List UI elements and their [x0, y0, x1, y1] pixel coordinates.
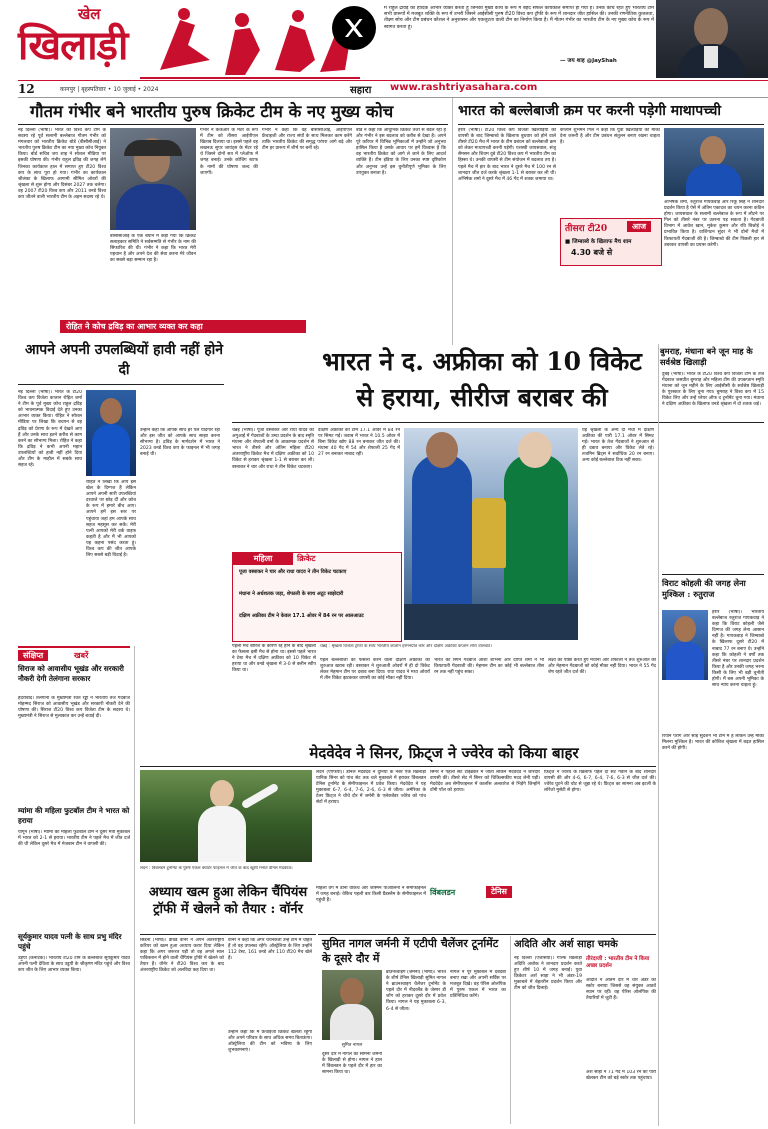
rohit-body-col3: उन्होंने कहा कि आपके साथ हर पल यादगार रहा और इस जीत को आपके साथ साझा करना सौभाग्य है। द्रविड़ के मार्गदर्शन में भारत ने 2023 वनडे विश्व कप के फाइनल में भी जगह बनाई थी।	[140, 428, 220, 458]
t20-box-line1: ■ जिम्बाब्वे के खिलाफ मैच शाम	[565, 239, 632, 245]
aditi-sub: तीरंदाजी : भारतीय टीम ने किया अच्छा प्रदर्शन	[586, 956, 650, 969]
main-lower-col3: लक्ष्य का पीछा करते हुए मंधाना और शेफाली ने तेज शुरुआत की और मेहमान गेंदबाजों को कोई मौका नहीं दिया। भारत ने 55 गेंद शेष रहते जीत दर्ज की।	[548, 658, 656, 676]
sports-silhouettes-banner	[140, 0, 360, 80]
briefs-title-right: खबरें	[74, 651, 89, 660]
quote-text: मैं राहुल द्रविड़ का हार्दिक आभार व्यक्त करता हूं जिनका मुख्य कोच के रूप में बेहद सफल कार्यकाल समाप्त हो गया है। उनके कोच रहते हुए भारतीय टीम सभी प्रारूपों में मजबूत शक्ति के रूप में उभरी जिसने आईसीसी पुरुष टी20 विश्व कप ट्रॉफी के रूप में शानदार जीत हासिल की। उनकी रणनीतिक कुशलता, तीक्ष्ण सोच और टीम प्रबंधन कौशल ने अनुशासन और एकजुटता वाली टीम का निर्माण किया है। मैं गौतम गंभीर का भारतीय टीम के नए मुख्य कोच के रूप में स्वागत करता हूं।	[384, 6, 654, 30]
right-col-bottom: रियान पराग और साई सुदर्शन भी टीम में हैं लेकिन उन्हें मौका मिलना मुश्किल है। भारत की कोशिश श्रृंखला में बढ़त हासिल करने की होगी।	[662, 734, 764, 752]
rohit-body-col1: नई दिल्ली (भाषा)। भारत के टी20 विश्व कप विजेता कप्तान रोहित शर्मा ने टीम के पूर्व मुख्य कोच राहुल द्रविड़ को भावनात्मक विदाई देते हुए उनका आभार व्यक्त किया। रोहित ने सोशल मीडिया पर लिखा कि बचपन से वह द्रविड़ को प्रेरणा के रूप में देखते आए हैं और उनके साथ इतने करीब से काम करने का सौभाग्य मिला। रोहित ने कहा कि द्रविड़ ने कभी अपनी महान उपलब्धियों को हावी नहीं होने दिया और टीम के माहौल में सबके साथ सहज रहे।	[18, 390, 82, 469]
aditi-headline: अदिति और अर्श साहा चमके	[514, 939, 618, 950]
trophy-photo	[404, 428, 578, 640]
gambhir-col4: बोर्ड ने कहा कि आधुनिक क्रिकेट तेजी से बदल रहा है और गंभीर ने इस बदलाव को करीब से देखा है। अपने पूरे करियर में विभिन्न भूमिकाओं में उन्होंने जो अनुभव हासिल किया है उसके आधार पर हमें विश्वास है कि वह भारतीय क्रिकेट को आगे ले जाने के लिए आदर्श व्यक्ति हैं। टीम इंडिया के लिए उनका स्पष्ट दृष्टिकोण और अनुभव उन्हें इस चुनौतीपूर्ण भूमिका के लिए उपयुक्त बनाता है।	[356, 128, 446, 176]
women-box-item-2: मंधाना ने अर्धशतक जड़ा, शेफाली के साथ अटूट साझेदारी	[239, 591, 344, 597]
rutu-photo	[662, 610, 708, 680]
wimbledon-box	[430, 886, 540, 900]
sumit-photo	[322, 970, 382, 1040]
t20-box-title: तीसरा टी20	[565, 224, 608, 234]
brief3-head: सूर्यकुमार यादव पत्नी के साथ प्रभु मंदिर पहुंचे	[18, 932, 122, 951]
sumit-photo-label: सुमित नागल	[341, 1043, 363, 1048]
shubman-photo	[664, 128, 764, 196]
women-box-title-right: क्रिकेट	[297, 554, 316, 563]
warner-col3: उन्होंने कहा कि मैं फ्रेंचाइजी क्रिकेट खेलता रहूंगा और अपने परिवार के साथ अधिक समय बिताऊंगा। ऑस्ट्रेलिया की टीम को भविष्य के लिए शुभकामनाएं।	[228, 1030, 312, 1054]
section-small-label: खेल	[78, 5, 101, 23]
main-col2: दक्षिण अफ्रीका की टीम 17.1 ओवर में 84 रन पर सिमट गई। जवाब में भारत ने 10.5 ओवर में बिना विकेट खोए 88 रन बनाकर जीत दर्ज की। मंधाना 40 गेंद में 54 और शेफाली 25 गेंद में 27 रन बनाकर नाबाद रहीं।	[318, 428, 400, 458]
bumrah-headline: बुमराह, मंधाना बने जून माह के सर्वश्रेष्ठ खिलाड़ी	[660, 346, 753, 367]
women-box-title-left: महिला	[233, 553, 293, 565]
rohit-photo	[86, 390, 136, 476]
gambhir-col2-top: बीसीसीआई के एक बयान में कहा गया कि क्रिकेट सलाहकार समिति ने सर्वसम्मति से गंभीर के नाम की सिफारिश की थी। गंभीर ने कहा कि भारत मेरी पहचान है और अपने देश की सेवा करना मेरे जीवन का सबसे बड़ा सम्मान रहा है।	[110, 234, 196, 264]
batting-col2: कप्तान शुभमन गिल ने कहा कि युवा खिलाड़ियों को मौका देना जरूरी है और टीम प्रबंधन संतुलन बनाए रखना चाहता है।	[560, 128, 660, 146]
section-big-label: खिलाड़ी	[18, 22, 128, 69]
website-link[interactable]: www.rashtriyasahara.com	[390, 82, 538, 93]
brief1-body: हैदराबाद। तेलंगाना के मुख्यमंत्री रेवंत रेड्डी ने भारतीय तेज गेंदबाज मोहम्मद सिराज को आवासीय भूखंड और सरकारी नौकरी देने की घोषणा की। सिराज टी20 विश्व कप विजेता टीम के सदस्य थे। मुख्यमंत्री ने सिराज से मुलाकात कर उन्हें बधाई दी।	[18, 696, 130, 720]
batting-headline: भारत को बल्लेबाजी क्रम पर करनी पड़ेगी माथापच्ची	[458, 103, 722, 119]
gambhir-col3: गंभीर ने केकेआर के मेंटर के रूप में टीम को तीसरा आईपीएल खिताब दिलाया था। इससे पहले वह लखनऊ सुपर जायंट्स के मेंटर रहे थे जिसने दोनों सत्र में प्लेऑफ में जगह बनाई। उनके कोचिंग स्टाफ के नामों की घोषणा जल्द की जाएगी।	[200, 128, 258, 176]
dateline: कानपुर | बृहस्पतिवार • 10 जुलाई • 2024	[60, 86, 159, 93]
warner-col1: सिडनी (भाषा)। डेविड वॉर्नर ने अपने अंतरराष्ट्रीय करियर को खत्म हुआ अध्याय करार दिया लेकिन कहा कि अगर जरूरत पड़ी तो वह अगले साल पाकिस्तान में होने वाली चैंपियंस ट्रॉफी में खेलने को तैयार हैं। वॉर्नर ने टी20 विश्व कप के बाद अंतरराष्ट्रीय क्रिकेट को अलविदा कह दिया था।	[140, 938, 224, 974]
rohit-headline	[24, 340, 224, 380]
aditi-col3: अर्श साहा ने 71 गेंद में 103 रन की पारी खेलकर टीम को बड़े स्कोर तक पहुंचाया।	[586, 1070, 656, 1082]
rohit-body-col2: रोहित ने लिखा कि आप इस खेल के दिग्गज हैं लेकिन आपने अपनी सारी उपलब्धियां दरवाजे पर छोड़ दीं और कोच के रूप में हमारे बीच आए। आपने हमें इस स्तर पर पहुंचाया जहां हम आपके साथ सहज महसूस कर सकें। मेरी पत्नी आपको मेरी वर्क वाइफ कहती है और मैं भी आपको यह कहना पसंद करता हूं। विश्व कप की जीत आपके लिए सबसे बड़ी विदाई है।	[86, 480, 136, 559]
main-lower-col1: पहले बल्लेबाजी का फैसला करने वाली दक्षिण अफ्रीका की शुरुआत खराब रही। वस्त्राकर ने शुरुआती ओवरों में ही दो विकेट लेकर मेहमान टीम पर दबाव बना दिया। राधा यादव ने मध्य ओवरों में तीन विकेट झटककर वापसी का कोई मौका नहीं दिया।	[320, 658, 430, 682]
aditi-col2: अदिति ने अंतिम दौर में चार अंडर का स्कोर बनाया जिससे वह संयुक्त आठवें स्थान पर रहीं। वह पेरिस ओलंपिक की तैयारियों में जुटी हैं।	[586, 978, 656, 1002]
brief2-body: यांगून (भाषा)। म्यांमा की महिला फुटबॉल टीम ने दूसरे मैत्री मुकाबले में भारत को 2-1 से हराया। भारतीय टीम ने पहले मैच में जीत दर्ज की थी लेकिन दूसरे मैच में मेजबान टीम ने वापसी की।	[18, 830, 130, 848]
jay-shah-photo	[656, 0, 768, 78]
rohit-headline-text: आपने अपनी उपलब्धियों हावी नहीं होने दी	[24, 342, 224, 378]
aditi-col1: नई दिल्ली (एजेंसियां)। गोल्फ खिलाड़ी अदिति अशोक ने शानदार प्रदर्शन करते हुए शीर्ष 10 में जगह बनाई। युवा क्रिकेटर अर्श साहा ने भी अंडर-19 मुकाबले में बेहतरीन प्रदर्शन किया और टीम को जीत दिलाई।	[514, 956, 582, 992]
bumrah-body: दुबई (भाषा)। भारत के टी20 विश्व कप विजेता टीम के तेज गेंदबाज जसप्रीत बुमराह और महिला टीम की उपकप्तान स्मृति मंधाना को जून महीने के लिए आईसीसी के सर्वश्रेष्ठ खिलाड़ी के पुरस्कार के लिए चुना गया। बुमराह ने विश्व कप में 15 विकेट लिए और उन्हें प्लेयर ऑफ द टूर्नामेंट चुना गया। मंधाना ने दक्षिण अफ्रीका के खिलाफ वनडे श्रृंखला में दो शतक जड़े।	[662, 372, 764, 408]
section-logo	[18, 4, 138, 78]
trophy-caption: चेन्नई : श्रृंखला विजेता ट्रॉफी के साथ भारतीय कप्तान हरमनप्रीत कौर और दक्षिण अफ्रीकी कप्तान लौरा वोलवार्ट।	[320, 644, 492, 649]
wimbledon-box-left: विंबलडन	[430, 888, 456, 897]
main-headline-line1: भारत ने द. अफ्रीका को 10 विकेट	[322, 347, 642, 376]
women-box-item-1: पूजा वस्त्राकर ने चार और राधा यादव ने तीन विकेट चटकाए	[239, 569, 347, 575]
t20-info-box	[560, 218, 662, 266]
brief3-body: उड़ुपी (कर्नाटक)। भारतीय टी20 टीम के बल्लेबाज सूर्यकुमार यादव अपनी पत्नी देविशा के साथ उडुपी के श्रीकृष्ण मंदिर पहुंचे और विश्व कप जीत के लिए आभार व्यक्त किया।	[18, 956, 130, 974]
briefs-title-left: संक्षिप्त	[18, 650, 48, 661]
gambhir-headline: गौतम गंभीर बने भारतीय पुरुष क्रिकेट टीम के नए मुख्य कोच	[30, 102, 394, 121]
medvedev-col3: फ्रिट्ज ने ज्वेरेव के खिलाफ पहले दो सेट गंवाने के बाद शानदार वापसी की और 4-6, 6-7, 6-4, 7-6, 6-3 से जीत दर्ज की। ज्वेरेव घुटने की चोट से जूझ रहे थे। फ्रिट्ज का सामना अब इटली के लोरेंजो मुसेटी से होगा।	[544, 770, 656, 794]
women-cricket-box	[232, 552, 402, 642]
batting-col3: अभिषेक शर्मा, रुतुराज गायकवाड़ और रिंकू सिंह ने शानदार प्रदर्शन किया है ऐसे में अंतिम एकादश का चयन करना कठिन होगा। जायसवाल के सलामी बल्लेबाज के रूप में लौटने पर गिल को तीसरे नंबर पर उतरना पड़ सकता है। गेंदबाजी विभाग में आवेश खान, मुकेश कुमार और रवि बिश्नोई ने प्रभावित किया है। वाशिंगटन सुंदर ने भी दोनों मैचों में किफायती गेंदबाजी की है। जिम्बाब्वे की टीम पिछली हार से उबरकर वापसी का प्रयास करेगी।	[664, 200, 764, 248]
warner-headline: अध्याय खत्म हुआ लेकिन चैंपियंस ट्रॉफी में खेलने को तैयार : वॉर्नर	[148, 885, 308, 917]
sumit-headline: सुमित नागल जर्मनी में एटीपी चैलेंजर टूर्नामेंट के दूसरे दौर में	[322, 937, 499, 965]
main-right-col1: यह श्रृंखला के अन्य दो मैचों में दक्षिण अफ्रीका की पारी 17.1 ओवर में सिमट गई। भारत के तेज गेंदबाजों ने शुरुआत से ही दबाव बनाया और विकेट लेते रहे। तजमिन ब्रिट्स ने सर्वाधिक 20 रन बनाए। अन्य कोई बल्लेबाज टिक नहीं सका।	[582, 428, 654, 464]
x-logo-icon	[332, 6, 376, 50]
main-lower-col2: भारत की स्पिन गेंदबाज आशा शोभना और दीप्ति शर्मा ने भी किफायती गेंदबाजी की। मेहमान टीम का कोई भी बल्लेबाज तीस रन तक नहीं पहुंच सका।	[434, 658, 544, 676]
medvedev-col1: लंदन (एएफपी)। डेनिल मेदवेदेव ने दुनिया के नंबर एक खिलाड़ी यानिक सिनर को पांच सेट तक चले मुकाबले में हराकर विंबलडन टेनिस टूर्नामेंट के सेमीफाइनल में प्रवेश किया। मेदवेदेव ने यह मुकाबला 6-7, 6-4, 7-6, 2-6, 6-3 से जीता। अमेरिका के टेलर फ्रिट्ज ने चौथे दौर में जर्मनी के एलेक्जेंडर ज्वेरेव को पांच सेटों में हराया।	[316, 770, 426, 806]
t20-box-tag: आज	[627, 221, 651, 232]
warner-col2: वॉर्नर ने कहा कि अगर चयनकर्ता उन्हें टीम में चाहते हैं तो वह उपलब्ध रहेंगे। ऑस्ट्रेलिया के लिए उन्होंने 112 टेस्ट, 161 वनडे और 110 टी20 मैच खेले हैं।	[228, 938, 312, 962]
wimbledon-box-right: टेनिस	[486, 886, 512, 898]
medvedev-col4: महिला वर्ग में डोना वेकिच और जैस्मिन पाओलिनी ने सेमीफाइनल में जगह बनाई। वेकिच पहली बार किसी ग्रैंडस्लैम के सेमीफाइनल में पहुंची हैं।	[316, 886, 426, 904]
gambhir-col2-bottom: गंभीर ने कहा कि वह बीसीसीआई, आईपीएल फ्रेंचाइजी और राज्य संघों के साथ मिलकर काम करेंगे ताकि भारतीय क्रिकेट की समृद्ध परंपरा आगे बढ़े और टीम हर प्रारूप में शीर्ष पर बनी रहे।	[262, 128, 352, 152]
kohli-body: हरारे (भाषा)। भारतीय बल्लेबाज रुतुराज गायकवाड़ ने कहा कि विराट कोहली जैसे दिग्गज की जगह लेना आसान नहीं है। गायकवाड़ ने जिम्बाब्वे के खिलाफ दूसरे टी20 में नाबाद 77 रन बनाए थे। उन्होंने कहा कि कोहली ने वर्षों तक तीसरे नंबर पर शानदार प्रदर्शन किया है और उनकी जगह भरना किसी के लिए भी बड़ी चुनौती होगी। मैं बस अपनी भूमिका के साथ न्याय करना चाहता हूं।	[712, 610, 764, 689]
batting-col1: हरारे (भाषा)। टी20 विश्व कप विजेता खिलाड़ियों की वापसी के बाद जिम्बाब्वे के खिलाफ बुधवार को होने वाले तीसरे टी20 मैच में भारत के टीम प्रबंधन को बल्लेबाजी क्रम को लेकर माथापच्ची करनी पड़ेगी। यशस्वी जायसवाल, संजू सैमसन और शिवम दुबे टी20 विश्व कप में भारतीय टीम का हिस्सा थे। उनकी वापसी से टीम संयोजन में बदलाव तय है। पहले मैच में हार के बाद भारत ने दूसरे मैच में 100 रन से शानदार जीत दर्ज करके श्रृंखला 1-1 से बराबर कर ली थी। अभिषेक शर्मा ने दूसरे मैच में 46 गेंद में शतक जमाया था।	[458, 128, 556, 182]
sumit-col1: ब्राउनश्वाइग (जर्मनी) (भाषा)। भारत के शीर्ष टेनिस खिलाड़ी सुमित नागल ने ब्राउनश्वाइग चैलेंजर टूर्नामेंट के पहले दौर में नीदरलैंड के जेस्पर डी जोंग को हराकर दूसरे दौर में प्रवेश किया। नागल ने यह मुकाबला 6-3, 6-4 से जीता।	[386, 970, 446, 1012]
sumit-col2: नागल ने पूरे मुकाबले में दबदबा बनाए रखा और अपनी सर्विस पर मजबूत दिखे। वह पेरिस ओलंपिक में पुरुष एकल में भारत का प्रतिनिधित्व करेंगे।	[450, 970, 506, 1000]
women-box-item-3: दक्षिण अफ्रीका टीम ने केवल 17.1 ओवर में 84 रन पर आलआउट	[239, 613, 364, 619]
main-lower-col0: पहला मैच बारिश के कारण रद्द होने के बाद श्रृंखला का फैसला इसी मैच से होना था। इससे पहले भारत ने टेस्ट मैच में दक्षिण अफ्रीका को 10 विकेट से हराया था और वनडे श्रृंखला में 3-0 से क्लीन स्वीप किया था।	[232, 644, 316, 674]
medvedev-col2: सिनर ने पहला सेट टाईब्रेकर में जीता लेकिन मेदवेदेव ने जोरदार वापसी की। तीसरे सेट में सिनर को चिकित्सकीय मदद लेनी पड़ी। मेदवेदेव अब सेमीफाइनल में कार्लोस अल्कारेज से भिड़ेंगे जिन्होंने टॉमी पॉल को हराया।	[430, 770, 540, 794]
gambhir-photo	[110, 128, 196, 230]
t20-box-line2: 4.30 बजे से	[571, 248, 613, 257]
sumit-col3: दूसरे दौर में नागल का सामना जर्मनी के खिलाड़ी से होगा। नागल ने हाल में विंबलडन के पहले दौर में हार का सामना किया था।	[322, 1052, 382, 1076]
medvedev-photo	[140, 770, 312, 862]
medvedev-headline: मेदवेदेव ने सिनर, फ्रिट्ज ने ज्वेरेव को किया बाहर	[309, 744, 579, 762]
gambhir-col1: नई दिल्ली (भाषा)। भारत की विश्व कप टीम के सदस्य रहे पूर्व सलामी बल्लेबाज गौतम गंभीर को मंगलवार को भारतीय क्रिकेट बोर्ड (बीसीसीआई) ने भारतीय पुरुष क्रिकेट टीम का नया मुख्य कोच नियुक्त किया। बोर्ड सचिव जय शाह ने सोशल मीडिया पर इसकी घोषणा की। गंभीर राहुल द्रविड़ की जगह लेंगे जिनका कार्यकाल हाल में समाप्त हुए टी20 विश्व कप के साथ पूरा हो गया। गंभीर का कार्यकाल श्रीलंका के खिलाफ आगामी सीमित ओवरों की श्रृंखला से शुरू होगा और दिसंबर 2027 तक चलेगा। वह 2007 टी20 विश्व कप और 2011 वनडे विश्व कप जीतने वाली भारतीय टीम के अहम सदस्य रहे थे।	[18, 128, 106, 201]
medvedev-caption: लंदन : विंबलडन टूर्नामेंट के पुरुष एकल क्वार्टर फाइनल में जीत के बाद खुशी मनाते डेनिल मेदवेदेव।	[140, 866, 293, 871]
paper-brand: सहारा	[350, 85, 372, 96]
main-col1: चेन्नई (भाषा)। पूजा वस्त्राकर और राधा यादव की अगुआई में गेंदबाजों के उम्दा प्रदर्शन के बाद स्मृति मंधाना और शेफाली वर्मा के आक्रामक प्रदर्शन से भारत ने तीसरे और अंतिम महिला टी20 अंतरराष्ट्रीय क्रिकेट मैच में दक्षिण अफ्रीका को 10 विकेट से हराकर श्रृंखला 1-1 से बराबर कर ली। वस्त्राकर ने चार और राधा ने तीन विकेट चटकाए।	[232, 428, 314, 470]
page-number: 12	[18, 82, 35, 96]
brief2-head: म्यांमा की महिला फुटबॉल टीम ने भारत को हराया	[18, 806, 130, 825]
brief1-head: सिराज को आवासीय भूखंड और सरकारी नौकरी देगी तेलंगाना सरकार	[18, 664, 124, 683]
main-headline-line2: से हराया, सीरीज बराबर की	[356, 383, 608, 412]
briefs-header	[18, 646, 130, 662]
quote-author: — जय शाह @JayShah	[560, 58, 617, 64]
kohli-headline: विराट कोहली की जगह लेना मुश्किल : रुतुराज	[662, 578, 746, 599]
rohit-red-strip: रोहित ने कोच द्रविड़ का आभार व्यक्त कर कहा	[60, 320, 306, 333]
date-bar	[18, 80, 768, 98]
